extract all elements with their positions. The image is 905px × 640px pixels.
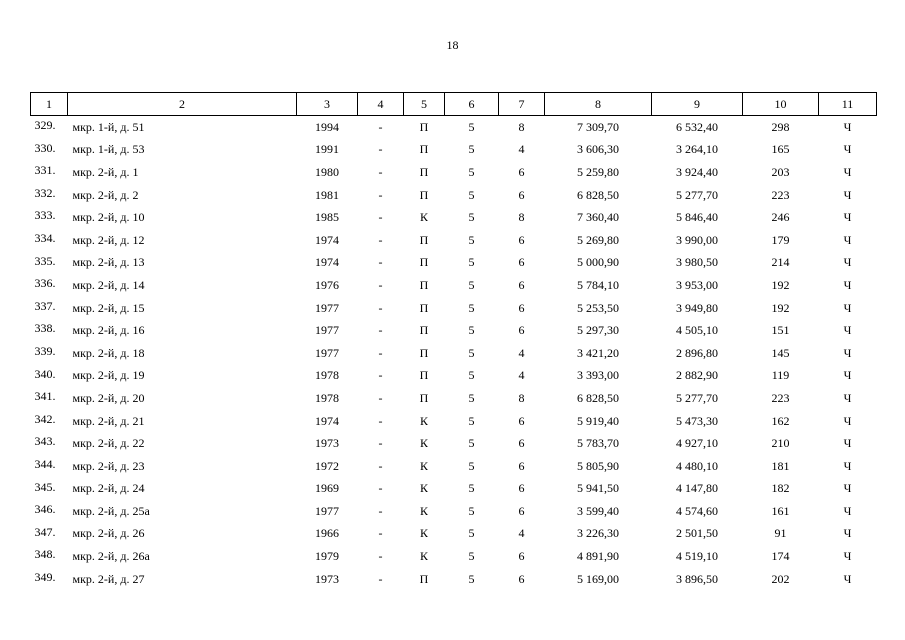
cell-col-3: 1973 (315, 571, 339, 586)
cell-col-7: 6 (518, 323, 525, 338)
cell-col-7: 6 (518, 481, 525, 496)
cell-col-9: 4 519,10 (676, 549, 718, 564)
cell-col-6: 5 (468, 413, 475, 428)
table-row (31, 342, 877, 365)
cell-col-9: 4 574,60 (676, 503, 718, 518)
table-row (31, 500, 877, 523)
cell-col-1: 336. (34, 276, 56, 291)
cell-col-5: П (419, 232, 429, 247)
cell-col-1: 340. (34, 366, 56, 381)
cell-col-8: 5 000,90 (577, 255, 619, 270)
cell-col-11: Ч (843, 390, 852, 405)
cell-col-9: 3 949,80 (676, 300, 718, 315)
cell-col-1: 344. (34, 456, 56, 471)
table-row (31, 116, 877, 139)
cell-col-2: мкр. 2-й, д. 2 (72, 187, 139, 202)
cell-col-10: 182 (771, 481, 790, 496)
cell-col-1: 347. (34, 524, 56, 539)
cell-col-1: 335. (34, 253, 56, 268)
cell-col-10: 202 (771, 571, 790, 586)
cell-col-3: 1980 (315, 164, 339, 179)
cell-col-11: Ч (843, 187, 852, 202)
cell-col-5: П (419, 142, 429, 157)
cell-col-6: 5 (468, 255, 475, 270)
cell-col-1: 330. (34, 140, 56, 155)
column-header-2: 2 (68, 93, 297, 116)
cell-col-9: 4 927,10 (676, 436, 718, 451)
cell-col-1: 348. (34, 547, 56, 562)
cell-col-2: мкр. 2-й, д. 19 (72, 368, 145, 383)
cell-col-6: 5 (468, 142, 475, 157)
cell-col-3: 1976 (315, 277, 339, 292)
cell-col-4: - (378, 164, 383, 179)
cell-col-2: мкр. 2-й, д. 16 (72, 323, 145, 338)
page-number: 18 (446, 38, 459, 52)
table-row (31, 161, 877, 184)
cell-col-5: К (419, 526, 428, 541)
cell-col-2: мкр. 1-й, д. 51 (72, 119, 145, 134)
cell-col-9: 5 277,70 (676, 390, 718, 405)
cell-col-5: К (419, 503, 428, 518)
table-row (31, 252, 877, 275)
cell-col-2: мкр. 2-й, д. 26а (72, 549, 150, 564)
cell-col-2: мкр. 2-й, д. 24 (72, 481, 145, 496)
cell-col-3: 1994 (315, 119, 339, 134)
cell-col-2: мкр. 2-й, д. 18 (72, 345, 145, 360)
cell-col-1: 331. (34, 163, 56, 178)
cell-col-4: - (378, 277, 383, 292)
cell-col-8: 5 805,90 (577, 458, 619, 473)
cell-col-8: 5 169,00 (577, 571, 619, 586)
cell-col-8: 3 226,30 (577, 526, 619, 541)
cell-col-1: 341. (34, 389, 56, 404)
table-header (31, 93, 877, 116)
cell-col-5: К (419, 458, 428, 473)
cell-col-3: 1991 (315, 142, 339, 157)
table-row (31, 184, 877, 207)
cell-col-7: 8 (518, 210, 525, 225)
cell-col-4: - (378, 481, 383, 496)
cell-col-4: - (378, 210, 383, 225)
cell-col-9: 4 505,10 (676, 323, 718, 338)
column-header-7: 7 (499, 93, 545, 116)
cell-col-8: 5 919,40 (577, 413, 619, 428)
cell-col-2: мкр. 2-й, д. 15 (72, 300, 145, 315)
cell-col-11: Ч (843, 481, 852, 496)
table-row (31, 387, 877, 410)
cell-col-6: 5 (468, 390, 475, 405)
cell-col-11: Ч (843, 503, 852, 518)
cell-col-11: Ч (843, 277, 852, 292)
cell-col-6: 5 (468, 458, 475, 473)
cell-col-4: - (378, 503, 383, 518)
column-header-4: 4 (358, 93, 404, 116)
cell-col-7: 6 (518, 255, 525, 270)
cell-col-4: - (378, 413, 383, 428)
cell-col-10: 145 (771, 345, 790, 360)
column-header-6: 6 (445, 93, 499, 116)
cell-col-8: 5 784,10 (577, 277, 619, 292)
cell-col-2: мкр. 2-й, д. 10 (72, 210, 145, 225)
cell-col-4: - (378, 390, 383, 405)
cell-col-9: 5 846,40 (676, 210, 718, 225)
cell-col-6: 5 (468, 571, 475, 586)
cell-col-4: - (378, 323, 383, 338)
cell-col-11: Ч (843, 210, 852, 225)
cell-col-3: 1978 (315, 368, 339, 383)
cell-col-4: - (378, 119, 383, 134)
cell-col-4: - (378, 255, 383, 270)
cell-col-5: П (419, 187, 429, 202)
cell-col-8: 3 393,00 (577, 368, 619, 383)
cell-col-3: 1985 (315, 210, 339, 225)
cell-col-1: 339. (34, 343, 56, 358)
cell-col-5: П (419, 368, 429, 383)
cell-col-4: - (378, 142, 383, 157)
cell-col-4: - (378, 571, 383, 586)
cell-col-2: мкр. 1-й, д. 53 (72, 142, 145, 157)
cell-col-3: 1979 (315, 549, 339, 564)
cell-col-9: 3 990,00 (676, 232, 718, 247)
cell-col-11: Ч (843, 413, 852, 428)
cell-col-7: 6 (518, 503, 525, 518)
cell-col-10: 161 (771, 503, 790, 518)
cell-col-1: 333. (34, 208, 56, 223)
cell-col-1: 332. (34, 185, 56, 200)
cell-col-10: 165 (771, 142, 790, 157)
cell-col-11: Ч (843, 526, 852, 541)
cell-col-9: 5 277,70 (676, 187, 718, 202)
cell-col-10: 223 (771, 390, 790, 405)
cell-col-7: 6 (518, 436, 525, 451)
cell-col-1: 342. (34, 411, 56, 426)
cell-col-1: 329. (34, 118, 56, 132)
table-row (31, 545, 877, 568)
cell-col-5: П (419, 164, 429, 179)
cell-col-1: 334. (34, 230, 56, 245)
cell-col-7: 6 (518, 458, 525, 473)
cell-col-11: Ч (843, 345, 852, 360)
table-row (31, 410, 877, 433)
cell-col-1: 337. (34, 298, 56, 313)
table-row (31, 478, 877, 501)
cell-col-11: Ч (843, 458, 852, 473)
cell-col-10: 298 (771, 119, 790, 134)
column-header-10: 10 (743, 93, 819, 116)
cell-col-10: 214 (771, 255, 790, 270)
cell-col-9: 5 473,30 (676, 413, 718, 428)
cell-col-2: мкр. 2-й, д. 1 (72, 164, 139, 179)
cell-col-8: 5 269,80 (577, 232, 619, 247)
cell-col-7: 6 (518, 187, 525, 202)
cell-col-11: Ч (843, 300, 852, 315)
cell-col-1: 343. (34, 434, 56, 449)
cell-col-7: 4 (518, 368, 525, 383)
cell-col-6: 5 (468, 119, 475, 134)
cell-col-11: Ч (843, 142, 852, 157)
cell-col-11: Ч (843, 119, 852, 134)
cell-col-3: 1977 (315, 300, 339, 315)
cell-col-10: 192 (771, 277, 790, 292)
cell-col-11: Ч (843, 549, 852, 564)
cell-col-5: К (419, 549, 428, 564)
cell-col-11: Ч (843, 571, 852, 586)
cell-col-4: - (378, 549, 383, 564)
cell-col-9: 3 896,50 (676, 571, 718, 586)
cell-col-5: П (419, 571, 429, 586)
cell-col-10: 179 (771, 232, 790, 247)
cell-col-9: 2 501,50 (676, 526, 718, 541)
cell-col-3: 1974 (315, 413, 339, 428)
table-row (31, 297, 877, 320)
cell-col-5: П (419, 323, 429, 338)
cell-col-8: 4 891,90 (577, 549, 619, 564)
table-row (31, 365, 877, 388)
cell-col-2: мкр. 2-й, д. 12 (72, 232, 145, 247)
cell-col-10: 203 (771, 164, 790, 179)
cell-col-4: - (378, 187, 383, 202)
cell-col-9: 3 264,10 (676, 142, 718, 157)
cell-col-9: 3 924,40 (676, 164, 718, 179)
cell-col-7: 6 (518, 277, 525, 292)
cell-col-8: 5 297,30 (577, 323, 619, 338)
cell-col-9: 4 147,80 (676, 481, 718, 496)
table-row (31, 206, 877, 229)
housing-registry-table (30, 92, 877, 590)
cell-col-4: - (378, 368, 383, 383)
cell-col-6: 5 (468, 232, 475, 247)
column-header-3: 3 (297, 93, 358, 116)
cell-col-7: 6 (518, 549, 525, 564)
cell-col-8: 5 783,70 (577, 436, 619, 451)
cell-col-2: мкр. 2-й, д. 27 (72, 571, 145, 586)
cell-col-3: 1969 (315, 481, 339, 496)
cell-col-8: 7 360,40 (577, 210, 619, 225)
cell-col-2: мкр. 2-й, д. 23 (72, 458, 145, 473)
cell-col-8: 3 606,30 (577, 142, 619, 157)
cell-col-3: 1978 (315, 390, 339, 405)
cell-col-3: 1981 (315, 187, 339, 202)
cell-col-3: 1966 (315, 526, 339, 541)
cell-col-5: К (419, 481, 428, 496)
cell-col-8: 3 421,20 (577, 345, 619, 360)
cell-col-9: 3 953,00 (676, 277, 718, 292)
cell-col-11: Ч (843, 255, 852, 270)
cell-col-10: 91 (774, 526, 787, 541)
cell-col-5: П (419, 255, 429, 270)
cell-col-11: Ч (843, 368, 852, 383)
header-row (31, 93, 877, 116)
cell-col-1: 349. (34, 569, 56, 584)
cell-col-10: 210 (771, 436, 790, 451)
cell-col-7: 6 (518, 232, 525, 247)
cell-col-7: 6 (518, 164, 525, 179)
cell-col-5: П (419, 300, 429, 315)
cell-col-3: 1977 (315, 323, 339, 338)
cell-col-9: 2 896,80 (676, 345, 718, 360)
cell-col-3: 1973 (315, 436, 339, 451)
cell-col-8: 3 599,40 (577, 503, 619, 518)
table-row (31, 455, 877, 478)
cell-col-11: Ч (843, 323, 852, 338)
cell-col-3: 1972 (315, 458, 339, 473)
cell-col-3: 1974 (315, 255, 339, 270)
cell-col-2: мкр. 2-й, д. 21 (72, 413, 145, 428)
cell-col-10: 192 (771, 300, 790, 315)
cell-col-1: 338. (34, 321, 56, 336)
cell-col-4: - (378, 232, 383, 247)
table-row (31, 139, 877, 162)
cell-col-9: 4 480,10 (676, 458, 718, 473)
table-row (31, 319, 877, 342)
column-header-5: 5 (404, 93, 445, 116)
cell-col-5: К (419, 436, 428, 451)
cell-col-1: 345. (34, 479, 56, 494)
cell-col-8: 7 309,70 (577, 119, 619, 134)
cell-col-5: П (419, 345, 429, 360)
cell-col-6: 5 (468, 436, 475, 451)
table-row (31, 432, 877, 455)
cell-col-5: К (419, 210, 428, 225)
table-row (31, 274, 877, 297)
cell-col-5: П (419, 390, 429, 405)
cell-col-6: 5 (468, 345, 475, 360)
cell-col-7: 6 (518, 413, 525, 428)
cell-col-3: 1977 (315, 503, 339, 518)
column-header-1: 1 (31, 93, 68, 116)
cell-col-6: 5 (468, 187, 475, 202)
cell-col-2: мкр. 2-й, д. 25а (72, 503, 150, 518)
cell-col-8: 5 253,50 (577, 300, 619, 315)
cell-col-7: 8 (518, 390, 525, 405)
cell-col-9: 2 882,90 (676, 368, 718, 383)
cell-col-9: 3 980,50 (676, 255, 718, 270)
column-header-11: 11 (819, 93, 877, 116)
cell-col-6: 5 (468, 164, 475, 179)
cell-col-8: 6 828,50 (577, 187, 619, 202)
cell-col-8: 6 828,50 (577, 390, 619, 405)
cell-col-7: 6 (518, 571, 525, 586)
cell-col-6: 5 (468, 277, 475, 292)
cell-col-4: - (378, 458, 383, 473)
cell-col-6: 5 (468, 300, 475, 315)
cell-col-7: 4 (518, 345, 525, 360)
cell-col-10: 119 (771, 368, 790, 383)
cell-col-11: Ч (843, 436, 852, 451)
column-header-8: 8 (545, 93, 652, 116)
cell-col-10: 162 (771, 413, 790, 428)
cell-col-6: 5 (468, 549, 475, 564)
cell-col-7: 4 (518, 142, 525, 157)
cell-col-7: 4 (518, 526, 525, 541)
cell-col-6: 5 (468, 503, 475, 518)
cell-col-5: П (419, 119, 429, 134)
cell-col-3: 1977 (315, 345, 339, 360)
cell-col-10: 174 (771, 549, 790, 564)
cell-col-10: 246 (771, 210, 790, 225)
column-header-9: 9 (652, 93, 743, 116)
cell-col-1: 346. (34, 502, 56, 517)
cell-col-6: 5 (468, 481, 475, 496)
cell-col-10: 151 (771, 323, 790, 338)
cell-col-7: 6 (518, 300, 525, 315)
cell-col-2: мкр. 2-й, д. 14 (72, 277, 145, 292)
cell-col-8: 5 941,50 (577, 481, 619, 496)
cell-col-4: - (378, 345, 383, 360)
cell-col-3: 1974 (315, 232, 339, 247)
cell-col-11: Ч (843, 232, 852, 247)
cell-col-9: 6 532,40 (676, 119, 718, 134)
cell-col-6: 5 (468, 210, 475, 225)
cell-col-2: мкр. 2-й, д. 20 (72, 390, 145, 405)
cell-col-2: мкр. 2-й, д. 13 (72, 255, 145, 270)
table-row (31, 229, 877, 252)
cell-col-2: мкр. 2-й, д. 26 (72, 526, 145, 541)
cell-col-8: 5 259,80 (577, 164, 619, 179)
cell-col-10: 181 (771, 458, 790, 473)
cell-col-6: 5 (468, 526, 475, 541)
cell-col-7: 8 (518, 119, 525, 134)
cell-col-4: - (378, 436, 383, 451)
cell-col-11: Ч (843, 164, 852, 179)
cell-col-4: - (378, 300, 383, 315)
cell-col-2: мкр. 2-й, д. 22 (72, 436, 145, 451)
table-body (31, 116, 877, 591)
cell-col-10: 223 (771, 187, 790, 202)
cell-col-5: К (419, 413, 428, 428)
cell-col-6: 5 (468, 323, 475, 338)
cell-col-5: П (419, 277, 429, 292)
cell-col-4: - (378, 526, 383, 541)
table-row (31, 523, 877, 546)
table-row (31, 568, 877, 591)
cell-col-6: 5 (468, 368, 475, 383)
